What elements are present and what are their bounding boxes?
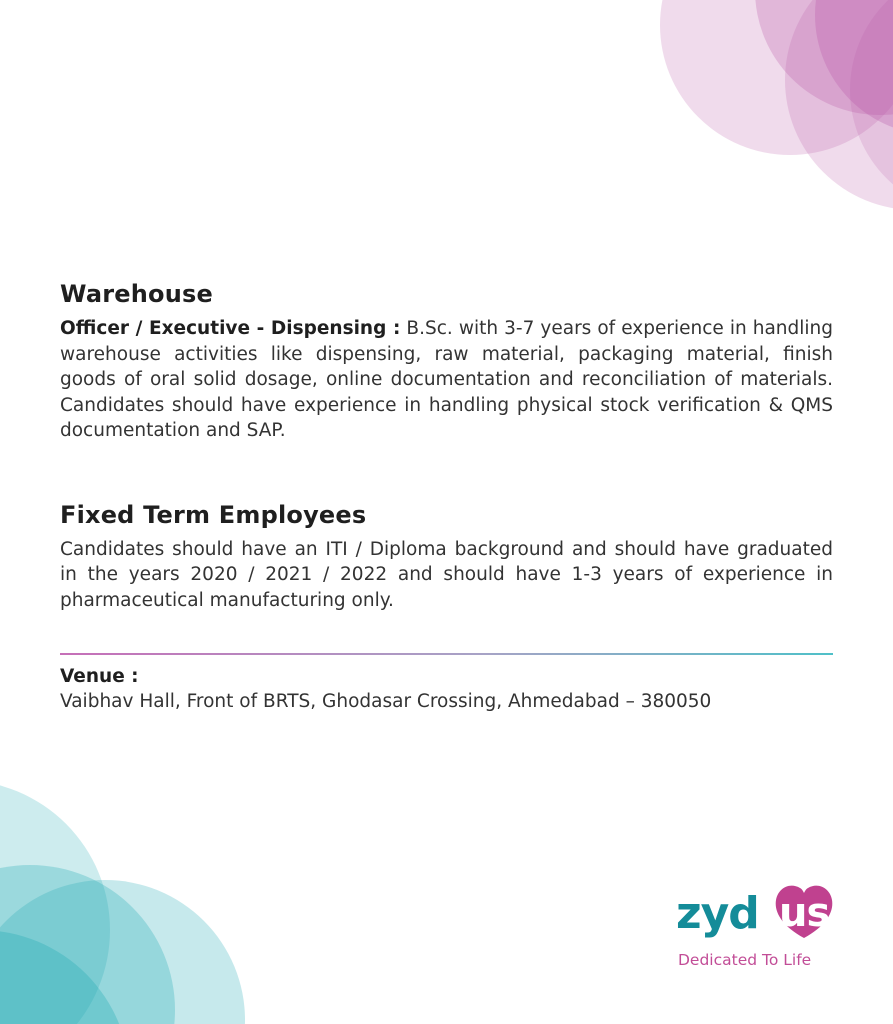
fixed-term-description: Candidates should have an ITI / Diploma background and should have graduated in the years 2020 / 2021 / 2022 and should have 1-3 years of experience in pharmaceutical manufacturing only. (60, 538, 833, 611)
logo-wordmark-prefix: zyd (676, 888, 759, 939)
zydus-logo (676, 878, 836, 973)
warehouse-heading: Warehouse (60, 280, 213, 308)
top-right-petals (660, 0, 893, 215)
main-content (60, 272, 833, 714)
fixed-term-section (60, 493, 833, 614)
bottom-left-petals (0, 780, 245, 1024)
venue-address: Vaibhav Hall, Front of BRTS, Ghodasar Crossing, Ahmedabad – 380050 (60, 691, 712, 712)
warehouse-role-title: Officer / Executive - Dispensing : (60, 318, 401, 339)
warehouse-description (60, 316, 833, 444)
logo-tagline: Dedicated To Life (678, 951, 812, 969)
gradient-divider (60, 653, 833, 655)
fixed-term-heading: Fixed Term Employees (60, 500, 367, 529)
venue-block (60, 664, 833, 714)
warehouse-section (60, 272, 833, 444)
warehouse-requirements: B.Sc. with 3-7 years of experience in handling warehouse activities like dispensing, raw material, packaging material, finish goods of oral solid dosage, online documentation and reconciliation of materials. Candidates should have experience in handling physical stock verification & QMS documentation and SAP. (60, 318, 834, 441)
logo-wordmark-suffix: us (779, 890, 830, 936)
venue-label: Venue : (60, 666, 139, 687)
